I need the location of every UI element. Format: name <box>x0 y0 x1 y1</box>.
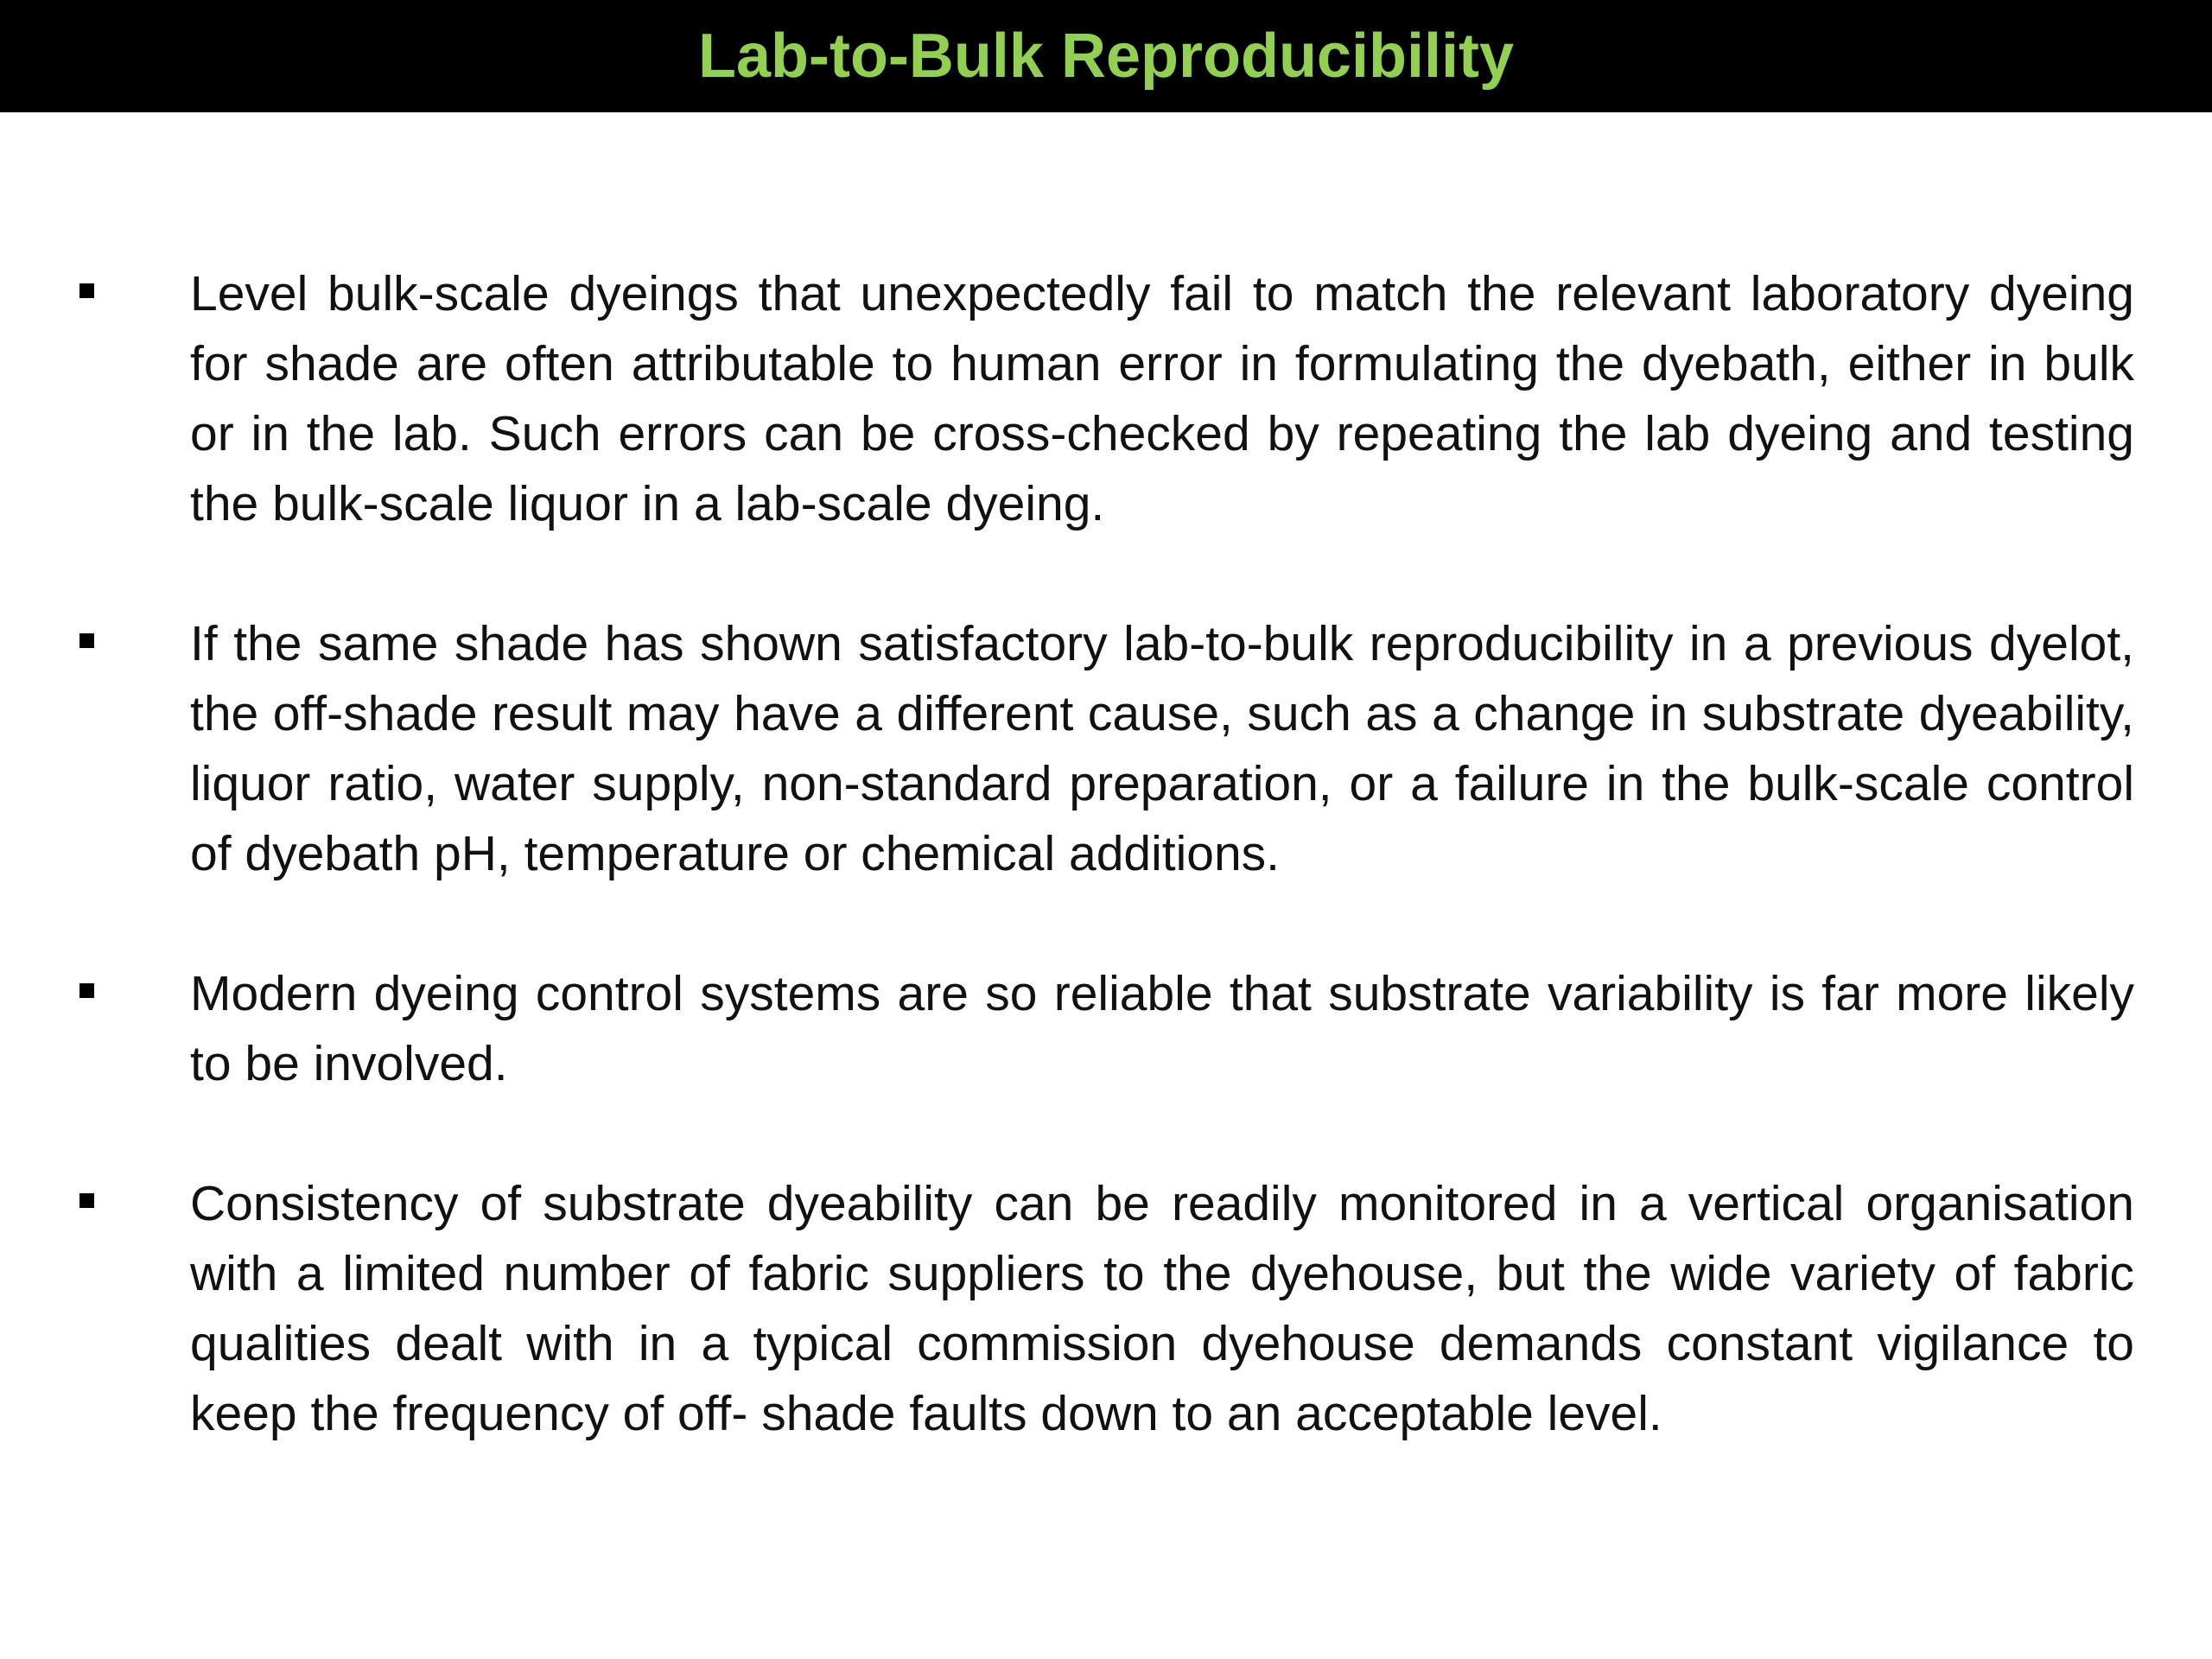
bullet-text: Level bulk-scale dyeings that unexpectedly fail to match the relevant laboratory dyeing for shade are often attributable to human error in formulating the dyebath, either in bulk or in the lab. Such errors can be cross-checked by repeating the lab dyeing and testing the bulk-scale liquor in a lab-scale dyeing. <box>190 266 2134 531</box>
bullet-text: If the same shade has shown satisfactory lab-to-bulk reproducibility in a previous dyelot, the off-shade result may have a different cause, such as a change in substrate dyeability, liquor ratio, water supply, non-standard preparation, or a failure in the bulk-scale control of dyebath pH, temperature or chemical additions. <box>190 616 2134 881</box>
bullet-text: Consistency of substrate dyeability can be readily monitored in a vertical organisation with a limited number of fabric suppliers to the dyehouse, but the wide variety of fabric qualities dealt with in a typical commission dyehouse demands constant vigilance to keep the frequency of off- shade faults down to an acceptable level. <box>190 1176 2134 1441</box>
square-bullet-icon <box>79 283 94 298</box>
square-bullet-icon <box>79 983 94 998</box>
slide-title: Lab-to-Bulk Reproducibility <box>698 22 1514 91</box>
square-bullet-icon <box>79 633 94 648</box>
square-bullet-icon <box>79 1193 94 1208</box>
bullet-text: Modern dyeing control systems are so reliable that substrate variability is far more likely to be involved. <box>190 966 2134 1091</box>
